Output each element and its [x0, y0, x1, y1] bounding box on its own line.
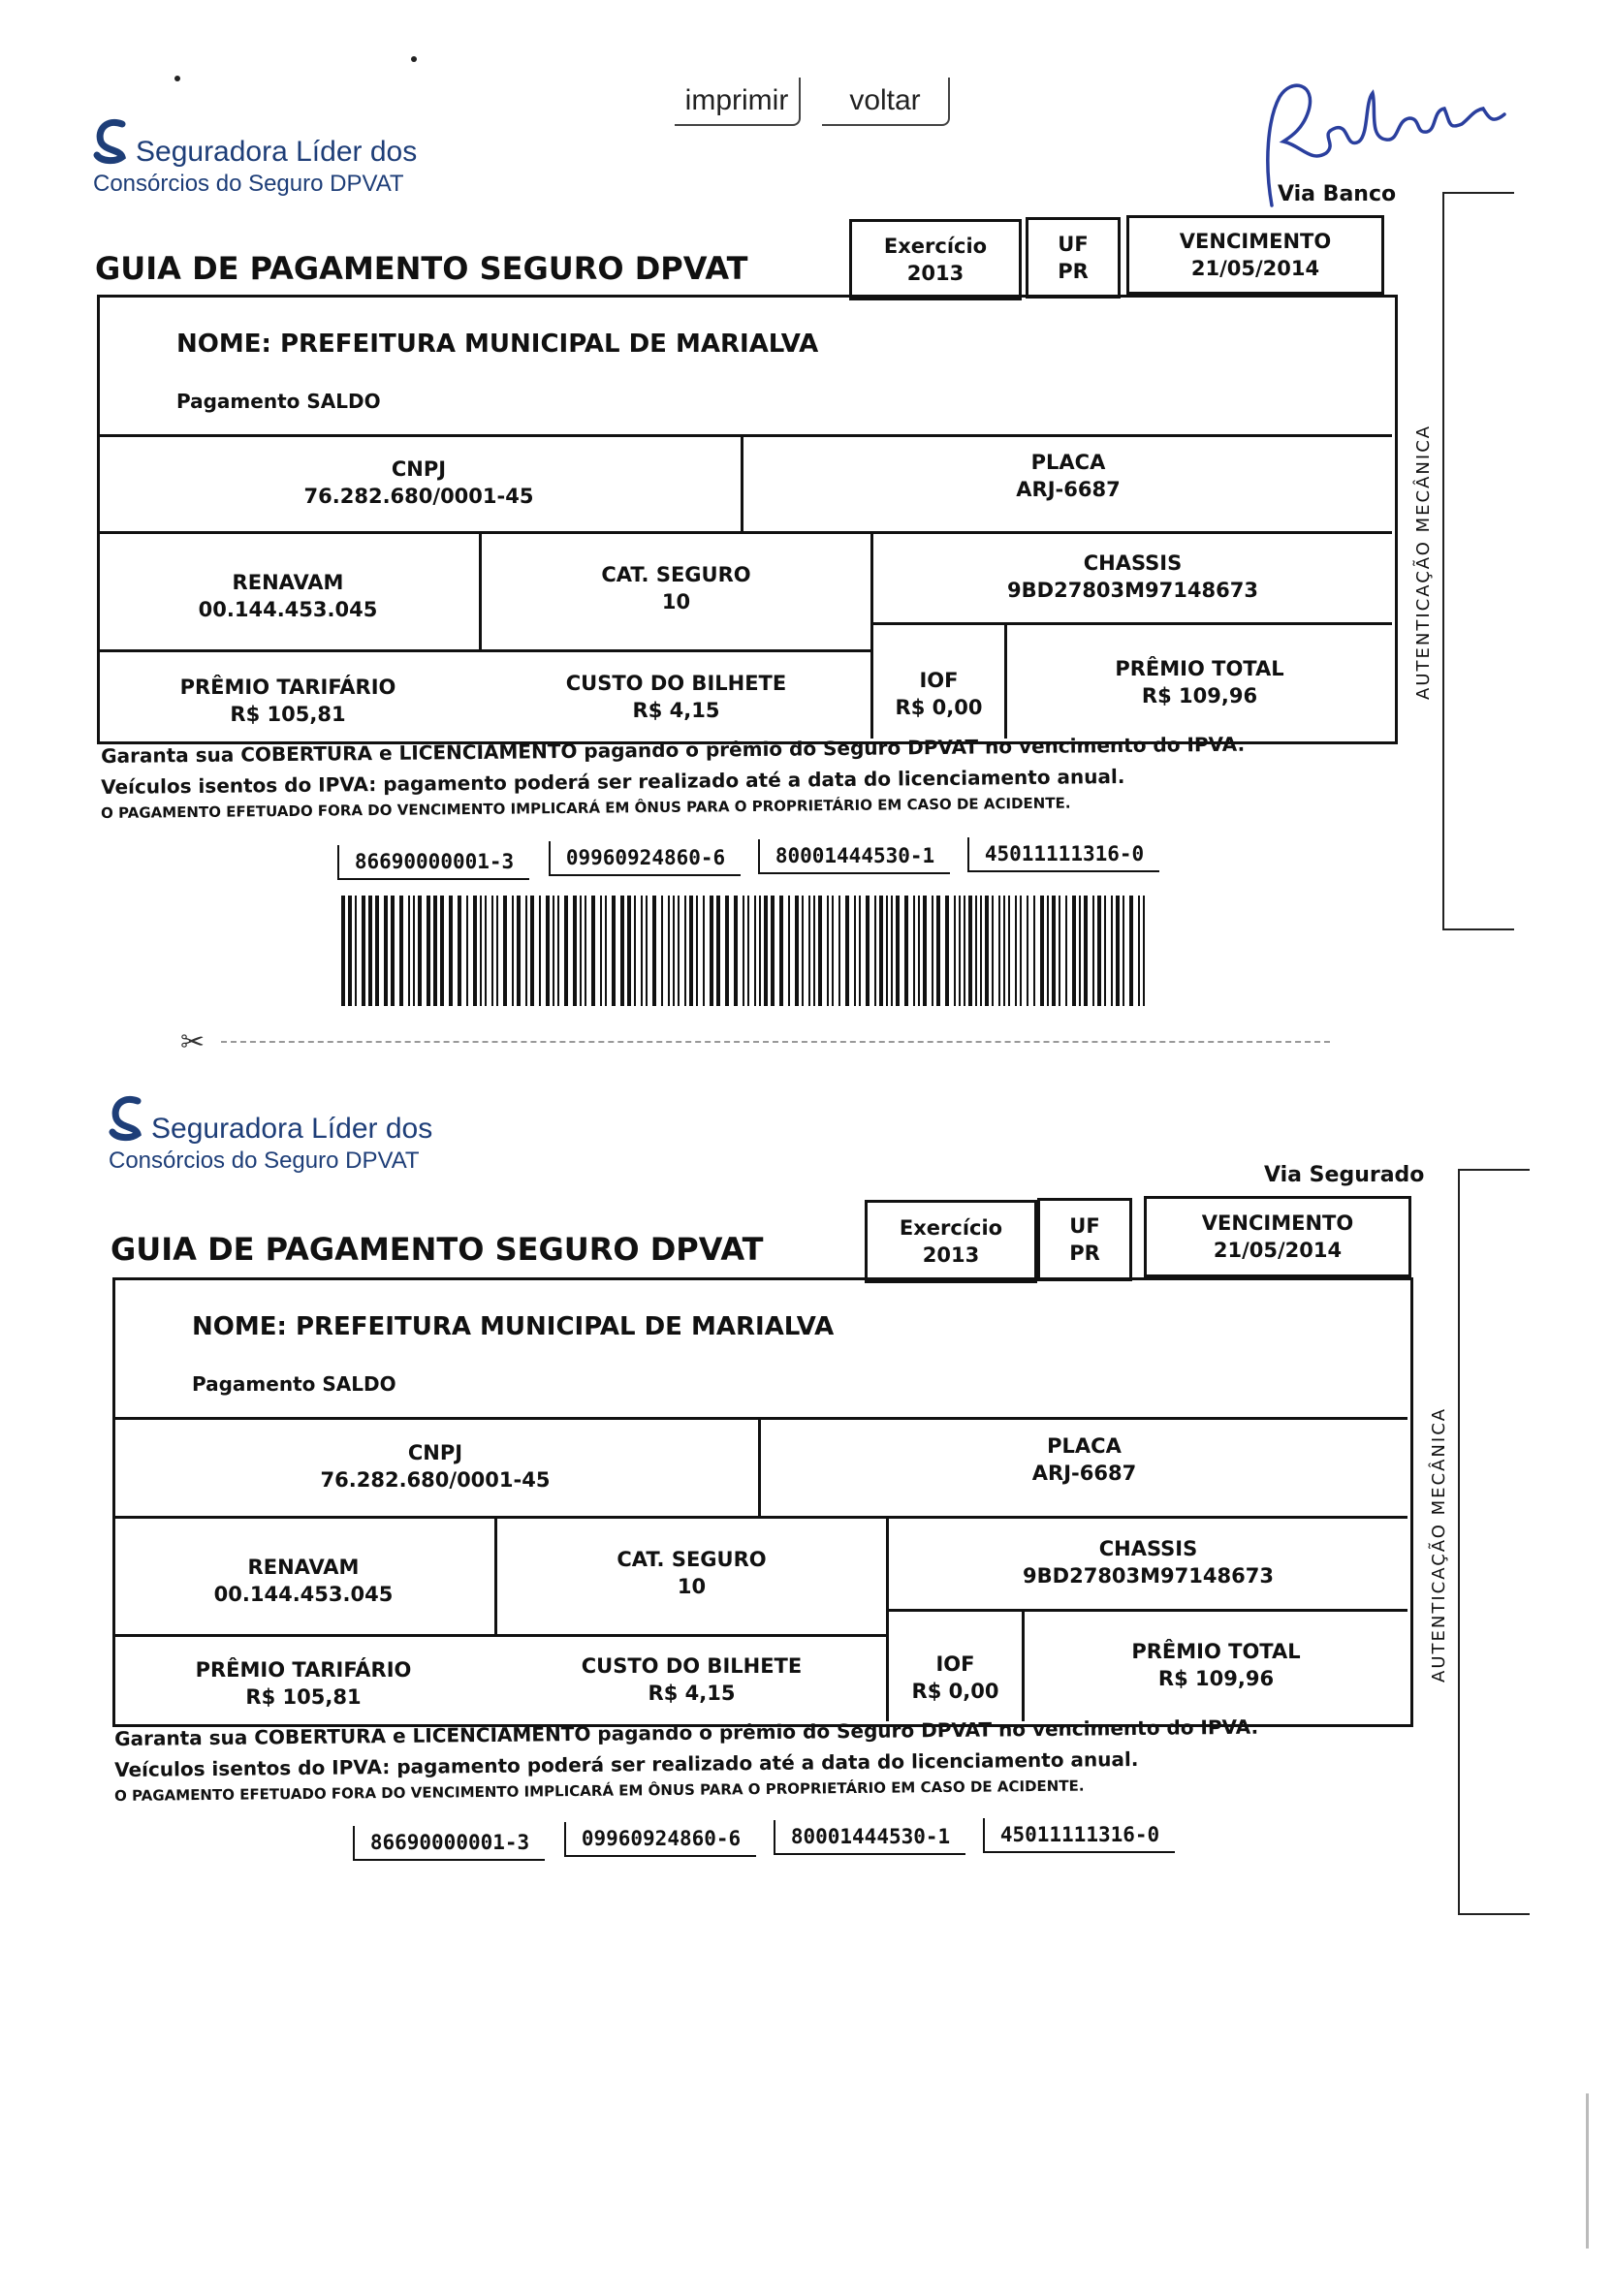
- cat-seguro-value: 10: [661, 590, 691, 613]
- premio-total-label: PRÊMIO TOTAL: [1115, 657, 1284, 680]
- barcode-bar: [591, 896, 595, 1006]
- barcode-bar: [859, 896, 861, 1006]
- premio-tarifario-value: R$ 105,81: [230, 703, 346, 726]
- placa-label: PLACA: [1030, 451, 1106, 474]
- barcode-bar: [355, 896, 357, 1006]
- exercicio-box: [849, 219, 1022, 300]
- exercicio-value: 2013: [906, 262, 965, 285]
- iof-label: IOF: [919, 669, 959, 692]
- barcode-number: 45011111316-0: [967, 837, 1159, 872]
- barcode-bar: [440, 896, 444, 1006]
- barcode-bar: [413, 896, 415, 1006]
- notice-line1: Garanta sua COBERTURA e LICENCIAMENTO pagando o prêmio do Seguro DPVAT no vencimento do IPVA.: [114, 1714, 1259, 1750]
- custo-bilhete-label: CUSTO DO BILHETE: [581, 1654, 803, 1678]
- barcode-bar: [496, 896, 498, 1006]
- barcode: [341, 896, 1152, 1006]
- barcode-bar: [661, 896, 663, 1006]
- uf-box: [1026, 217, 1121, 299]
- premio-total-value: R$ 109,96: [1141, 684, 1258, 708]
- uf-value: PR: [1058, 260, 1089, 283]
- barcode-bar: [1111, 896, 1113, 1006]
- barcode-bar: [1008, 896, 1010, 1006]
- auth-label: AUTENTICAÇÃO MECÂNICA: [1429, 1406, 1449, 1683]
- barcode-bar: [1097, 896, 1101, 1006]
- barcode-bar: [605, 896, 607, 1006]
- barcode-bar: [399, 896, 403, 1006]
- nome-field: NOME: PREFEITURA MUNICIPAL DE MARIALVA: [176, 330, 819, 359]
- barcode-bar: [391, 896, 395, 1006]
- iof-cell: [889, 1634, 1022, 1721]
- barcode-bar: [553, 896, 554, 1006]
- barcode-bar: [362, 896, 365, 1006]
- barcode-bar: [827, 896, 829, 1006]
- custo-bilhete-label: CUSTO DO BILHETE: [565, 672, 787, 695]
- barcode-bar: [546, 896, 550, 1006]
- chassis-label: CHASSIS: [1098, 1537, 1198, 1560]
- chassis-cell: [889, 1516, 1407, 1609]
- barcode-bar: [427, 896, 430, 1006]
- chassis-value: 9BD27803M97148673: [1023, 1564, 1274, 1588]
- barcode-bar: [620, 896, 624, 1006]
- barcode-bar: [725, 896, 729, 1006]
- exercicio-box: [865, 1200, 1037, 1283]
- barcode-bar: [764, 896, 768, 1006]
- scan-edge: [1586, 2093, 1589, 2249]
- barcode-bar: [641, 896, 643, 1006]
- placa-cell: [743, 434, 1393, 518]
- divider: [112, 1634, 888, 1637]
- brand-logo: [109, 1093, 477, 1180]
- brand-line2: Consórcios do Seguro DPVAT: [109, 1148, 420, 1174]
- notice-line3: O PAGAMENTO EFETUADO FORA DO VENCIMENTO IMPLICARÁ EM ÔNUS PARA O PROPRIETÁRIO EM CASO DE ACIDENTE.: [101, 794, 1071, 822]
- barcode-bar: [896, 896, 900, 1006]
- barcode-bar: [525, 896, 527, 1006]
- premio-tarifario-label: PRÊMIO TARIFÁRIO: [195, 1658, 412, 1682]
- pagamento-field: Pagamento SALDO: [192, 1372, 396, 1396]
- barcode-bar: [580, 896, 582, 1006]
- via-label: Via Banco: [1278, 182, 1397, 206]
- barcode-bar: [491, 896, 493, 1006]
- barcode-bar: [1116, 896, 1120, 1006]
- barcode-bar: [375, 896, 379, 1006]
- notice-line1: Garanta sua COBERTURA e LICENCIAMENTO pagando o prêmio do Seguro DPVAT no vencimento do IPVA.: [101, 732, 1246, 768]
- barcode-bar: [573, 896, 577, 1006]
- brand-mark-icon: [93, 116, 134, 165]
- cnpj-value: 76.282.680/0001-45: [320, 1468, 551, 1492]
- vencimento-label: VENCIMENTO: [1201, 1211, 1354, 1235]
- custo-bilhete-cell: [482, 659, 870, 735]
- divider: [870, 622, 1392, 625]
- barcode-bar: [854, 896, 856, 1006]
- premio-total-cell: [1007, 640, 1392, 725]
- renavam-value: 00.144.453.045: [198, 598, 378, 621]
- barcode-bar: [433, 896, 437, 1006]
- scan-speck: [411, 56, 417, 62]
- barcode-bar: [634, 896, 636, 1006]
- brand-mark-icon: [109, 1093, 149, 1142]
- placa-cell: [761, 1417, 1407, 1502]
- barcode-bar: [1123, 896, 1124, 1006]
- barcode-bar: [985, 896, 989, 1006]
- uf-value: PR: [1069, 1242, 1100, 1265]
- cnpj-cell: [112, 1417, 758, 1516]
- barcode-bar: [627, 896, 631, 1006]
- barcode-bar: [458, 896, 461, 1006]
- iof-value: R$ 0,00: [911, 1680, 999, 1703]
- barcode-bar: [954, 896, 956, 1006]
- barcode-bar: [886, 896, 888, 1006]
- barcode-number: 45011111316-0: [983, 1818, 1175, 1853]
- barcode-bar: [600, 896, 602, 1006]
- custo-bilhete-value: R$ 4,15: [632, 699, 720, 722]
- cut-line: [221, 1041, 1330, 1043]
- custo-bilhete-value: R$ 4,15: [648, 1682, 736, 1705]
- cnpj-cell: [97, 434, 741, 531]
- barcode-bar: [684, 896, 686, 1006]
- barcode-bar: [866, 896, 870, 1006]
- barcode-bar: [1052, 896, 1056, 1006]
- exercicio-value: 2013: [922, 1243, 980, 1267]
- iof-cell: [873, 649, 1004, 739]
- premio-total-cell: [1025, 1622, 1407, 1708]
- exercicio-label: Exercício: [883, 235, 988, 258]
- renavam-cell: [97, 543, 479, 649]
- barcode-number: 09960924860-6: [549, 841, 741, 876]
- scissors-icon: ✂: [180, 1025, 206, 1059]
- barcode-bar: [743, 896, 744, 1006]
- placa-value: ARJ-6687: [1031, 1462, 1137, 1485]
- barcode-bar: [449, 896, 453, 1006]
- barcode-bar: [779, 896, 783, 1006]
- chassis-cell: [873, 531, 1392, 622]
- barcode-bar: [918, 896, 920, 1006]
- barcode-bar: [1084, 896, 1088, 1006]
- barcode-bar: [734, 896, 738, 1006]
- barcode-bar: [480, 896, 482, 1006]
- cat-seguro-cell: [482, 535, 870, 642]
- back-button[interactable]: voltar: [822, 78, 950, 126]
- renavam-value: 00.144.453.045: [213, 1583, 394, 1606]
- barcode-bar: [517, 896, 521, 1006]
- placa-label: PLACA: [1047, 1434, 1122, 1458]
- notice-line2: Veículos isentos do IPVA: pagamento poderá ser realizado até a data do licenciamento anual.: [101, 764, 1125, 799]
- barcode-bar: [813, 896, 815, 1006]
- barcode-bar: [668, 896, 670, 1006]
- barcode-bar: [832, 896, 834, 1006]
- barcode-bar: [473, 896, 477, 1006]
- brand-line1: Seguradora Líder dos: [151, 1113, 433, 1145]
- cat-seguro-value: 10: [677, 1575, 707, 1598]
- custo-bilhete-cell: [497, 1642, 886, 1717]
- barcode-bar: [585, 896, 586, 1006]
- barcode-bar: [1059, 896, 1060, 1006]
- premio-tarifario-value: R$ 105,81: [245, 1685, 362, 1709]
- notice-line2: Veículos isentos do IPVA: pagamento poderá ser realizado até a data do licenciamento anual.: [114, 1746, 1139, 1781]
- barcode-bar: [1047, 896, 1049, 1006]
- barcode-bar: [348, 896, 352, 1006]
- barcode-bar: [1138, 896, 1140, 1006]
- barcode-bar: [874, 896, 876, 1006]
- barcode-bar: [466, 896, 468, 1006]
- barcode-bar: [1092, 896, 1094, 1006]
- barcode-bar: [788, 896, 790, 1006]
- barcode-bar: [1079, 896, 1081, 1006]
- barcode-bar: [936, 896, 940, 1006]
- barcode-bar: [968, 896, 972, 1006]
- vencimento-value: 21/05/2014: [1190, 257, 1320, 280]
- barcode-bar: [530, 896, 534, 1006]
- barcode-bar: [646, 896, 648, 1006]
- barcode-bar: [1033, 896, 1035, 1006]
- barcode-bar: [913, 896, 915, 1006]
- barcode-bar: [652, 896, 656, 1006]
- scan-speck: [174, 76, 180, 81]
- barcode-bar: [539, 896, 541, 1006]
- placa-value: ARJ-6687: [1016, 478, 1121, 501]
- barcode-bar: [503, 896, 507, 1006]
- barcode-bar: [771, 896, 775, 1006]
- barcode-bar: [845, 896, 849, 1006]
- cnpj-label: CNPJ: [407, 1441, 463, 1464]
- exercicio-label: Exercício: [899, 1216, 1003, 1240]
- barcode-number: 86690000001-3: [353, 1826, 545, 1861]
- barcode-bar: [1104, 896, 1106, 1006]
- barcode-bar: [557, 896, 559, 1006]
- barcode-number: 80001444530-1: [774, 1820, 965, 1855]
- barcode-bar: [1040, 896, 1044, 1006]
- barcode-bar: [408, 896, 410, 1006]
- barcode-bar: [998, 896, 1000, 1006]
- barcode-bar: [904, 896, 908, 1006]
- barcode-bar: [1129, 896, 1133, 1006]
- print-button[interactable]: imprimir: [675, 78, 801, 126]
- barcode-bar: [485, 896, 487, 1006]
- uf-box: [1037, 1198, 1132, 1281]
- barcode-bar: [1020, 896, 1022, 1006]
- vencimento-box: [1144, 1196, 1411, 1277]
- barcode-bar: [512, 896, 514, 1006]
- vencimento-box: [1126, 215, 1384, 295]
- barcode-bar: [696, 896, 698, 1006]
- barcode-bar: [964, 896, 965, 1006]
- barcode-number: 86690000001-3: [337, 845, 529, 880]
- barcode-bar: [1143, 896, 1145, 1006]
- cnpj-label: CNPJ: [391, 457, 447, 481]
- divider: [886, 1609, 1407, 1612]
- barcode-bar: [564, 896, 568, 1006]
- auth-label: AUTENTICAÇÃO MECÂNICA: [1413, 424, 1434, 700]
- brand-line1: Seguradora Líder dos: [136, 136, 418, 168]
- chassis-label: CHASSIS: [1083, 551, 1183, 575]
- brand-logo: [93, 116, 461, 204]
- cat-seguro-label: CAT. SEGURO: [617, 1548, 767, 1571]
- premio-tarifario-label: PRÊMIO TARIFÁRIO: [179, 676, 396, 699]
- barcode-bar: [802, 896, 804, 1006]
- auth-area[interactable]: [1458, 1169, 1530, 1915]
- barcode-bar: [992, 896, 994, 1006]
- barcode-bar: [980, 896, 982, 1006]
- barcode-bar: [341, 896, 345, 1006]
- barcode-bar: [932, 896, 933, 1006]
- premio-total-value: R$ 109,96: [1157, 1667, 1275, 1690]
- barcode-number: 09960924860-6: [564, 1822, 756, 1857]
- barcode-number: 80001444530-1: [758, 839, 950, 874]
- premio-total-label: PRÊMIO TOTAL: [1131, 1640, 1301, 1663]
- notice-line3: O PAGAMENTO EFETUADO FORA DO VENCIMENTO IMPLICARÁ EM ÔNUS PARA O PROPRIETÁRIO EM CASO DE ACIDENTE.: [114, 1777, 1085, 1805]
- uf-label: UF: [1069, 1214, 1100, 1238]
- barcode-bar: [891, 896, 893, 1006]
- barcode-bar: [612, 896, 616, 1006]
- barcode-bar: [1003, 896, 1005, 1006]
- barcode-bar: [879, 896, 883, 1006]
- barcode-bar: [368, 896, 372, 1006]
- barcode-bar: [818, 896, 822, 1006]
- barcode-bar: [418, 896, 422, 1006]
- barcode-bar: [754, 896, 756, 1006]
- barcode-bar: [673, 896, 675, 1006]
- barcode-bar: [808, 896, 810, 1006]
- barcode-bar: [923, 896, 927, 1006]
- barcode-bar: [1072, 896, 1076, 1006]
- barcode-bar: [759, 896, 761, 1006]
- vencimento-value: 21/05/2014: [1213, 1239, 1343, 1262]
- divider: [97, 649, 872, 652]
- pagamento-field: Pagamento SALDO: [176, 390, 381, 413]
- barcode-bar: [945, 896, 949, 1006]
- renavam-cell: [112, 1527, 494, 1634]
- vencimento-label: VENCIMENTO: [1179, 230, 1332, 253]
- barcode-bar: [1065, 896, 1067, 1006]
- via-label: Via Segurado: [1264, 1163, 1425, 1187]
- cnpj-value: 76.282.680/0001-45: [303, 485, 534, 508]
- iof-label: IOF: [935, 1652, 975, 1676]
- barcode-bar: [1027, 896, 1028, 1006]
- barcode-bar: [703, 896, 705, 1006]
- nome-field: NOME: PREFEITURA MUNICIPAL DE MARIALVA: [192, 1312, 835, 1341]
- barcode-bar: [710, 896, 713, 1006]
- barcode-bar: [795, 896, 799, 1006]
- barcode-bar: [678, 896, 680, 1006]
- barcode-bar: [716, 896, 720, 1006]
- barcode-bar: [1015, 896, 1017, 1006]
- page-title: GUIA DE PAGAMENTO SEGURO DPVAT: [95, 250, 748, 287]
- barcode-bar: [975, 896, 977, 1006]
- page-title: GUIA DE PAGAMENTO SEGURO DPVAT: [111, 1231, 764, 1268]
- brand-line2: Consórcios do Seguro DPVAT: [93, 171, 404, 197]
- premio-tarifario-cell: [112, 1646, 494, 1721]
- renavam-label: RENAVAM: [247, 1556, 360, 1579]
- uf-label: UF: [1058, 233, 1089, 256]
- chassis-value: 9BD27803M97148673: [1007, 579, 1258, 602]
- barcode-bar: [747, 896, 749, 1006]
- iof-value: R$ 0,00: [895, 696, 983, 719]
- cat-seguro-label: CAT. SEGURO: [601, 563, 751, 586]
- cat-seguro-cell: [497, 1520, 886, 1626]
- auth-area[interactable]: [1442, 192, 1514, 930]
- renavam-label: RENAVAM: [232, 571, 344, 594]
- barcode-bar: [689, 896, 693, 1006]
- barcode-bar: [959, 896, 961, 1006]
- barcode-bar: [838, 896, 840, 1006]
- barcode-bar: [384, 896, 388, 1006]
- premio-tarifario-cell: [97, 663, 479, 739]
